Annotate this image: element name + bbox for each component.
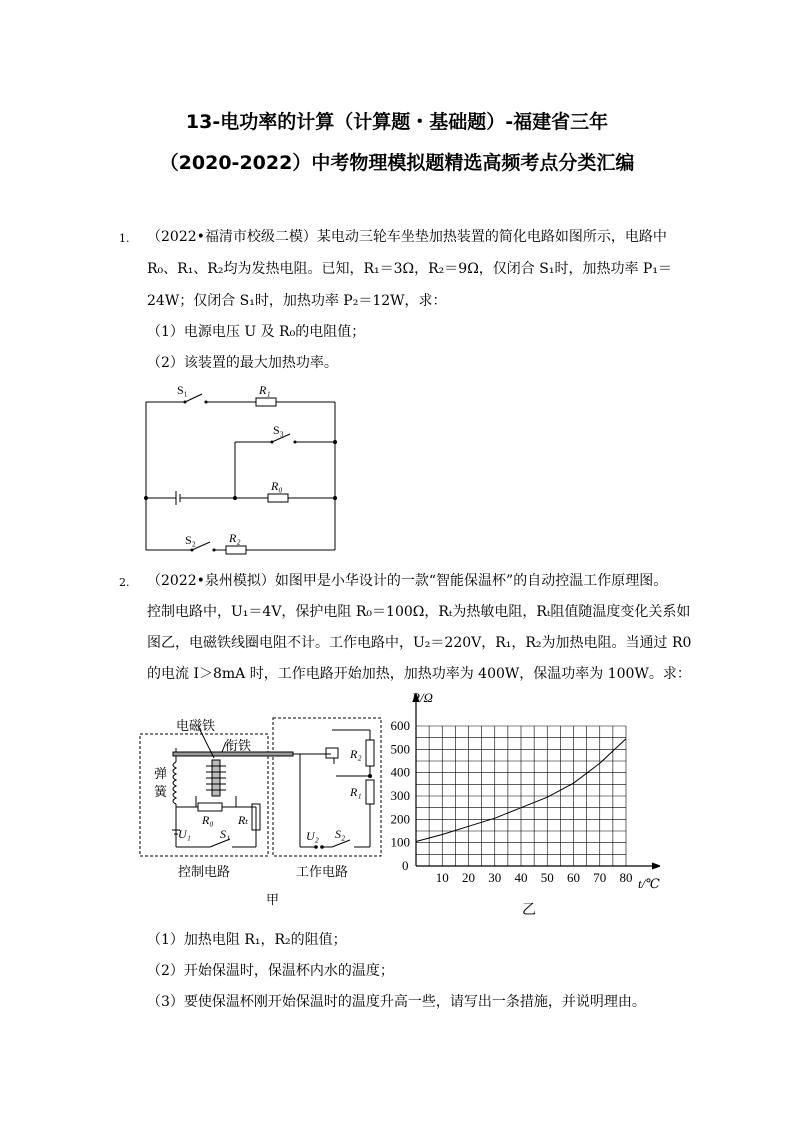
chart-y-tick-label: 600 [390, 718, 410, 733]
chart-y-axis-label: R/Ω [412, 690, 433, 705]
jia-label-u1: U₁ [178, 827, 191, 841]
q2-sub-3: （3）要使保温杯刚开始保温时的温度升高一些，请写出一条措施，并说明理由。 [147, 994, 646, 1010]
yi-caption: 乙 [522, 903, 536, 918]
q1-label-s3: S₃ [273, 423, 284, 437]
q1-label-s2: S₂ [185, 533, 196, 547]
jia-label-spring-2: 簧 [154, 784, 168, 799]
jia-caption: 甲 [266, 892, 280, 907]
q1-label-r0: R₀ [271, 479, 283, 493]
chart-x-tick-label: 80 [619, 870, 633, 885]
q1-line-2: R₀、R₁、R₂均为发热电阻。已知，R₁＝3Ω，R₂＝9Ω，仅闭合 S₁时，加热功率 P₁＝ [147, 261, 672, 277]
chart-x-tick-label: 40 [514, 870, 528, 885]
q2-figure-jia [136, 712, 386, 912]
chart-y-tick-label: 400 [390, 764, 410, 780]
jia-label-s1: S₁ [220, 827, 231, 841]
chart-x-axis-label: t/℃ [638, 876, 660, 891]
q1-line-1: （2022•福清市校级二模）某电动三轮车坐垫加热装置的简化电路如图所示，电路中 [147, 229, 667, 245]
jia-label-electromagnet: 电磁铁 [176, 718, 216, 733]
jia-label-spring-1: 弹 [154, 766, 168, 781]
chart-x-tick-label: 70 [593, 870, 607, 885]
q2-line-4: 的电流 I＞8mA 时，工作电路开始加热，加热功率为 400W，保温功率为 100W。求： [147, 666, 691, 682]
jia-label-work-circuit: 工作电路 [296, 864, 349, 879]
chart-origin-label: 0 [402, 858, 409, 873]
q2-figure-yi-chart [390, 688, 660, 918]
jia-label-u2: U₂ [306, 829, 319, 843]
q1-label-r1: R₁ [259, 383, 271, 397]
page-title-line-1: 13-电功率的计算（计算题・基础题）-福建省三年 [185, 111, 609, 133]
q1-number: 1. [119, 232, 130, 245]
q2-line-1: （2022•泉州模拟）如图甲是小华设计的一款“智能保温杯”的自动控温工作原理图。 [147, 573, 668, 589]
jia-label-r2: R₂ [350, 747, 362, 761]
jia-label-r0: R₀ [202, 813, 214, 827]
chart-y-tick-label: 500 [390, 741, 410, 757]
chart-x-tick-label: 60 [567, 870, 580, 885]
jia-label-control-circuit: 控制电路 [178, 864, 231, 879]
chart-x-tick-label: 10 [435, 870, 449, 885]
q2-sub-1: （1）加热电阻 R₁，R₂的阻值； [147, 932, 347, 948]
jia-label-r1: R₁ [350, 785, 362, 799]
chart-x-tick-label: 20 [462, 870, 475, 885]
chart-y-tick-label: 100 [390, 834, 410, 850]
q1-label-r2: R₂ [229, 531, 241, 545]
q1-line-3: 24W；仅闭合 S₁时，加热功率 P₂＝12W，求： [147, 293, 447, 309]
jia-label-s2: S₂ [335, 827, 346, 841]
q1-sub-2: （2）该装置的最大加热功率。 [147, 355, 338, 371]
q1-sub-1: （1）电源电压 U 及 R₀的电阻值； [147, 324, 366, 340]
q1-circuit-diagram [140, 378, 350, 558]
page-title-line-2: （2020-2022）中考物理模拟题精选高频考点分类汇编 [159, 152, 635, 174]
chart-x-axis-arrow [652, 863, 660, 869]
q2-line-3: 图乙，电磁铁线圈电阻不计。工作电路中，U₂＝220V，R₁，R₂为加热电阻。当通过 R0 [147, 635, 692, 651]
q2-line-2: 控制电路中，U₁＝4V，保护电阻 R₀＝100Ω，Rₜ为热敏电阻，Rₜ阻值随温度变化关系如 [147, 604, 691, 620]
q1-label-s1: S₁ [177, 383, 188, 397]
q2-sub-2: （2）开始保温时，保温杯内水的温度； [147, 963, 394, 979]
chart-x-tick-label: 30 [488, 870, 502, 885]
jia-label-rt: Rₜ [238, 813, 249, 827]
jia-label-armature: 衔铁 [225, 738, 252, 753]
chart-y-tick-label: 200 [390, 811, 410, 827]
chart-x-tick-label: 50 [540, 870, 554, 885]
chart-y-tick-label: 300 [390, 788, 410, 803]
q2-number: 2. [119, 576, 130, 589]
